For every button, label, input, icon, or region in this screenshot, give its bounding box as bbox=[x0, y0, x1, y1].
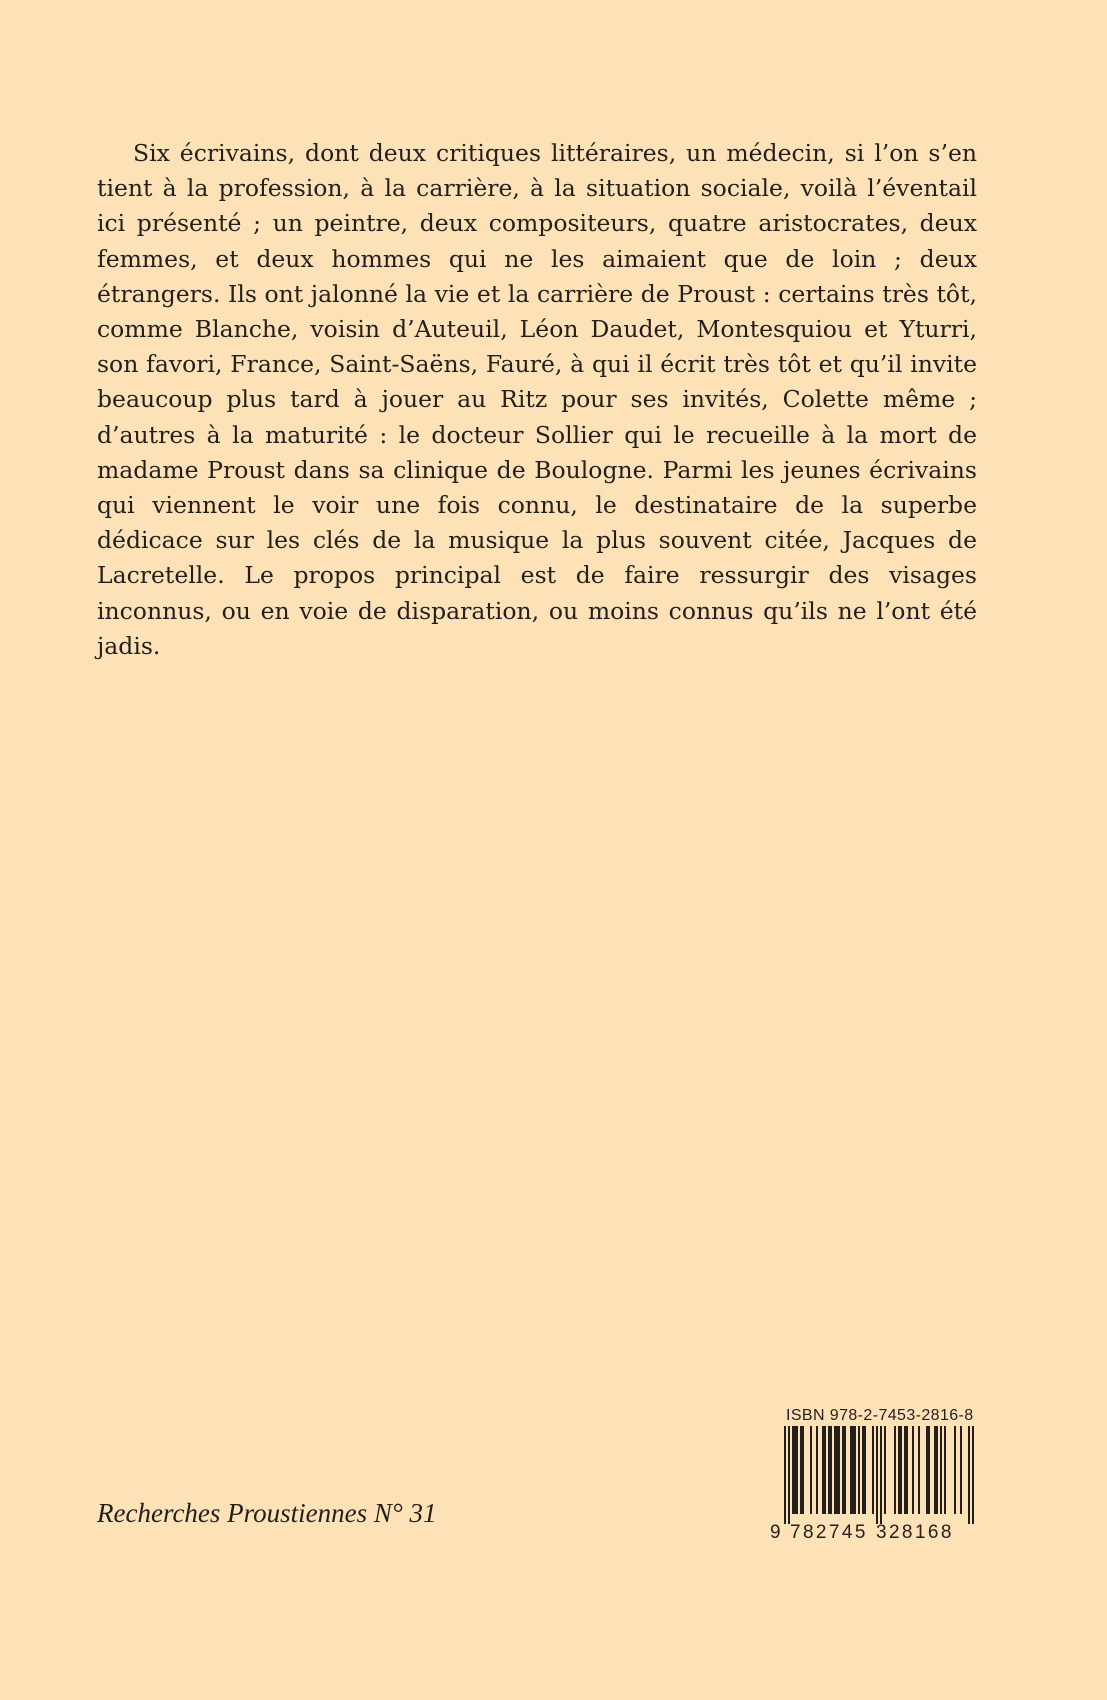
barcode-bar bbox=[822, 1426, 824, 1514]
barcode-guard-bar bbox=[972, 1426, 974, 1524]
barcode-bar bbox=[838, 1426, 840, 1514]
barcode-bar bbox=[854, 1426, 856, 1514]
barcode-bar bbox=[934, 1426, 936, 1514]
barcode-bar bbox=[850, 1426, 852, 1514]
barcode-bar bbox=[898, 1426, 900, 1514]
barcode-bar bbox=[912, 1426, 914, 1514]
barcode-bar bbox=[940, 1426, 942, 1514]
barcode-bar bbox=[862, 1426, 864, 1514]
barcode-bar bbox=[864, 1426, 866, 1514]
barcode-bar bbox=[872, 1426, 874, 1514]
barcode-bar bbox=[836, 1426, 838, 1514]
barcode-bars bbox=[784, 1426, 974, 1524]
barcode-bar bbox=[852, 1426, 854, 1514]
barcode-bar bbox=[894, 1426, 896, 1514]
barcode-bar bbox=[936, 1426, 938, 1514]
barcode-bar bbox=[834, 1426, 836, 1514]
barcode-bar bbox=[944, 1426, 946, 1514]
barcode-bar bbox=[904, 1426, 906, 1514]
barcode-right-group: 328168 bbox=[876, 1522, 954, 1542]
barcode-bar bbox=[900, 1426, 902, 1514]
series-title: Recherches Proustiennes N° 31 bbox=[97, 1498, 437, 1528]
barcode-bar bbox=[796, 1426, 798, 1514]
barcode-first-digit: 9 bbox=[770, 1522, 781, 1542]
barcode-bar bbox=[960, 1426, 962, 1514]
barcode-bar bbox=[830, 1426, 832, 1514]
barcode-bar bbox=[928, 1426, 930, 1514]
barcode-guard-bar bbox=[880, 1426, 882, 1524]
barcode-bar bbox=[794, 1426, 796, 1514]
barcode-bar bbox=[810, 1426, 812, 1514]
barcode-bar bbox=[842, 1426, 844, 1514]
barcode-bar bbox=[800, 1426, 802, 1514]
barcode-bar bbox=[858, 1426, 860, 1514]
barcode-bar bbox=[844, 1426, 846, 1514]
barcode-bar bbox=[906, 1426, 908, 1514]
isbn-barcode bbox=[762, 1406, 977, 1542]
barcode-bar bbox=[824, 1426, 826, 1514]
barcode-bar bbox=[884, 1426, 886, 1514]
barcode-guard-bar bbox=[784, 1426, 786, 1524]
barcode-graphic bbox=[762, 1426, 977, 1542]
barcode-bar bbox=[802, 1426, 804, 1514]
barcode-bar bbox=[792, 1426, 794, 1514]
isbn-label: ISBN 978-2-7453-2816-8 bbox=[786, 1407, 974, 1424]
barcode-guard-bar bbox=[968, 1426, 970, 1524]
barcode-bar bbox=[816, 1426, 818, 1514]
barcode-bar bbox=[926, 1426, 928, 1514]
barcode-bar bbox=[828, 1426, 830, 1514]
barcode-guard-bar bbox=[788, 1426, 790, 1524]
barcode-left-group: 782745 bbox=[790, 1522, 868, 1542]
barcode-guard-bar bbox=[876, 1426, 878, 1524]
back-cover-blurb: Six écrivains, dont deux critiques littéraires, un médecin, si l’on s’en tient à la profession, à la carrière, à la situation sociale, voilà l’éventail ici présenté ; un peintre, deux compositeurs, quatre aristocrates, deux femmes, et deux hommes qui ne les aimaient que de loin ; deux étrangers. Ils ont jalonné la vie et la carrière de Proust : certains très tôt, comme Blanche, voisin d’Auteuil, Léon Daudet, Montesquiou et Yturri, son favori, France, Saint-Saëns, Fauré, à qui il écrit très tôt et qu’il invite beaucoup plus tard à jouer au Ritz pour ses invités, Colette même ; d’autres à la maturité : le docteur Sollier qui le recueille à la mort de madame Proust dans sa clinique de Boulogne. Parmi les jeunes écrivains qui viennent le voir une fois connu, le destinataire de la superbe dédicace sur les clés de la musique la plus souvent citée, Jacques de Lacretelle. Le propos principal est de faire ressurgir des visages inconnus, ou en voie de disparation, ou moins connus qu’ils ne l’ont été jadis. bbox=[97, 139, 977, 660]
barcode-bar bbox=[954, 1426, 956, 1514]
barcode-bar bbox=[918, 1426, 920, 1514]
